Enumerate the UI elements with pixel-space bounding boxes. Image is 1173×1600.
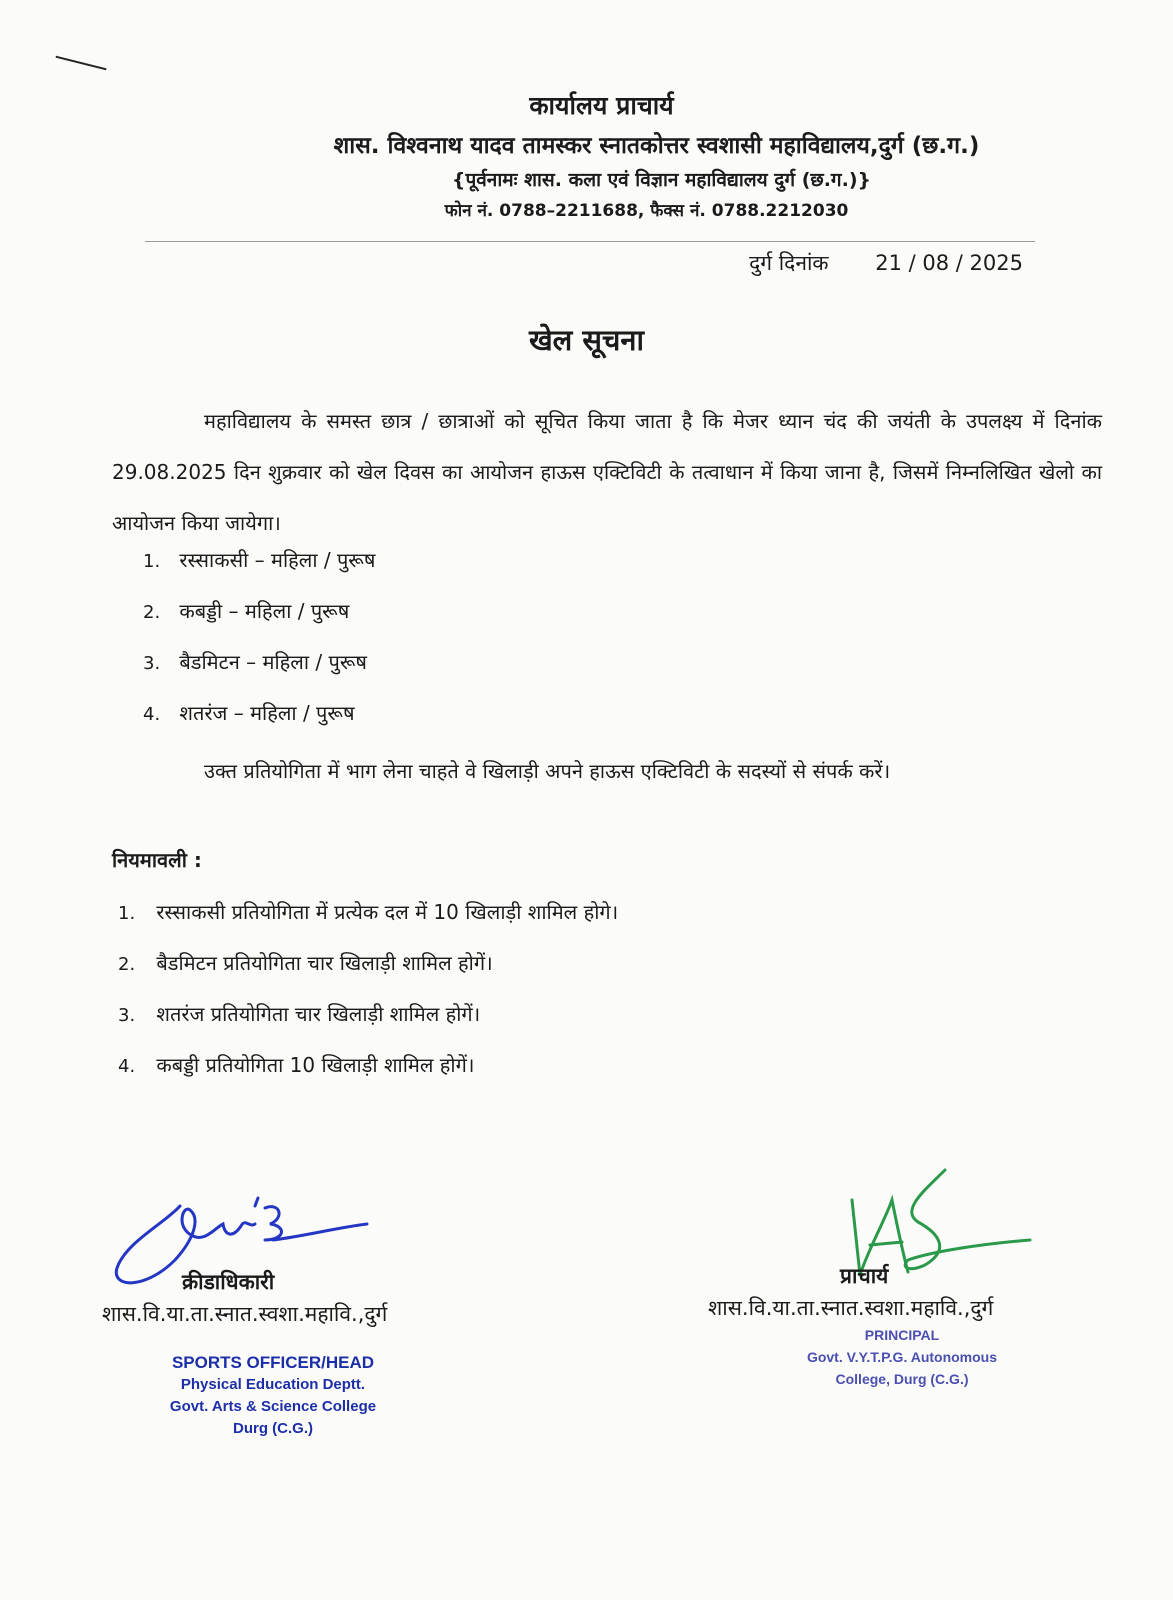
list-item <box>118 897 618 948</box>
list-item <box>143 647 375 698</box>
rules-list <box>118 897 618 1101</box>
letterhead <box>0 88 1173 221</box>
item-number: 3. <box>143 653 161 674</box>
item-text: बैडमिटन प्रतियोगिता चार खिलाड़ी शामिल होगें। <box>156 951 493 975</box>
dateline <box>749 249 1023 277</box>
principal-stamp <box>772 1324 1032 1390</box>
list-item <box>143 698 375 749</box>
item-number: 1. <box>143 551 161 572</box>
stamp-line: College, Durg (C.G.) <box>835 1371 969 1387</box>
item-text: शतरंज प्रतियोगिता चार खिलाड़ी शामिल होगें। <box>156 1002 481 1026</box>
item-text: बैडमिटन – महिला / पुरूष <box>179 650 367 674</box>
sports-officer-institution: शास.वि.या.ता.स्नात.स्वशा.महावि.,दुर्ग <box>102 1302 388 1326</box>
pen-mark <box>56 56 107 71</box>
games-list <box>143 545 375 749</box>
list-item <box>118 1050 618 1101</box>
stamp-line: Govt. Arts & Science College <box>169 1398 377 1415</box>
principal-title: प्राचार्य <box>840 1264 889 1288</box>
sports-officer-stamp <box>128 1352 418 1440</box>
list-item <box>143 596 375 647</box>
former-name: {पूर्वनामः शास. कला एवं विज्ञान महाविद्यालय दुर्ग (छ.ग.)} <box>451 169 872 191</box>
date-label: दुर्ग दिनांक <box>749 251 829 275</box>
item-number: 3. <box>118 1005 136 1026</box>
stamp-line: Govt. V.Y.T.P.G. Autonomous <box>806 1349 998 1365</box>
contact-line: फोन नं. 0788–2211688, फैक्स नं. 0788.2212030 <box>444 201 849 221</box>
sports-officer-title: क्रीडाधिकारी <box>182 1270 275 1294</box>
item-number: 4. <box>143 704 161 725</box>
intro-paragraph: महाविद्यालय के समस्त छात्र / छात्राओं को सूचित किया जाता है कि मेजर ध्यान चंद की जयंती के उपलक्ष्य में दिनांक 29.08.2025 दिन शुक्रवार को खेल दिवस का आयोजन हाऊस एक्टिविटी के तत्वाधान में किया जाना है, जिसमें निम्नलिखित खेलो का आयोजन किया जायेगा। <box>112 409 1102 535</box>
contact-paragraph: उक्त प्रतियोगिता में भाग लेना चाहते वे खिलाड़ी अपने हाऊस एक्टिविटी के सदस्यों से संपर्क करें। <box>204 759 891 783</box>
item-number: 2. <box>118 954 136 975</box>
principal-institution: शास.वि.या.ता.स्नात.स्वशा.महावि.,दुर्ग <box>708 1296 994 1320</box>
office-title: कार्यालय प्राचार्य <box>529 91 674 120</box>
item-number: 4. <box>118 1056 136 1077</box>
item-text: कबड्डी प्रतियोगिता 10 खिलाड़ी शामिल होगें। <box>156 1053 475 1077</box>
rules-heading: नियमावली : <box>112 848 202 872</box>
item-number: 1. <box>118 903 136 924</box>
item-text: रस्साकसी प्रतियोगिता में प्रत्येक दल में 10 खिलाड़ी शामिल होगे। <box>156 900 619 924</box>
item-text: कबड्डी – महिला / पुरूष <box>179 599 350 623</box>
stamp-line: SPORTS OFFICER/HEAD <box>171 1353 375 1372</box>
list-item <box>118 948 618 999</box>
list-item <box>143 545 375 596</box>
item-text: शतरंज – महिला / पुरूष <box>179 701 355 725</box>
stamp-line: Durg (C.G.) <box>233 1420 313 1437</box>
header-divider <box>145 241 1035 242</box>
list-item <box>118 999 618 1050</box>
college-name: शास. विश्वनाथ यादव तामस्कर स्नातकोत्तर स्वशासी महाविद्यालय,दुर्ग (छ.ग.) <box>333 133 980 159</box>
notice-title: खेल सूचना <box>528 323 645 357</box>
stamp-line: PRINCIPAL <box>864 1327 940 1343</box>
item-text: रस्साकसी – महिला / पुरूष <box>179 548 376 572</box>
date-value: 21 / 08 / 2025 <box>875 251 1023 275</box>
stamp-line: Physical Education Deptt. <box>180 1376 366 1393</box>
item-number: 2. <box>143 602 161 623</box>
